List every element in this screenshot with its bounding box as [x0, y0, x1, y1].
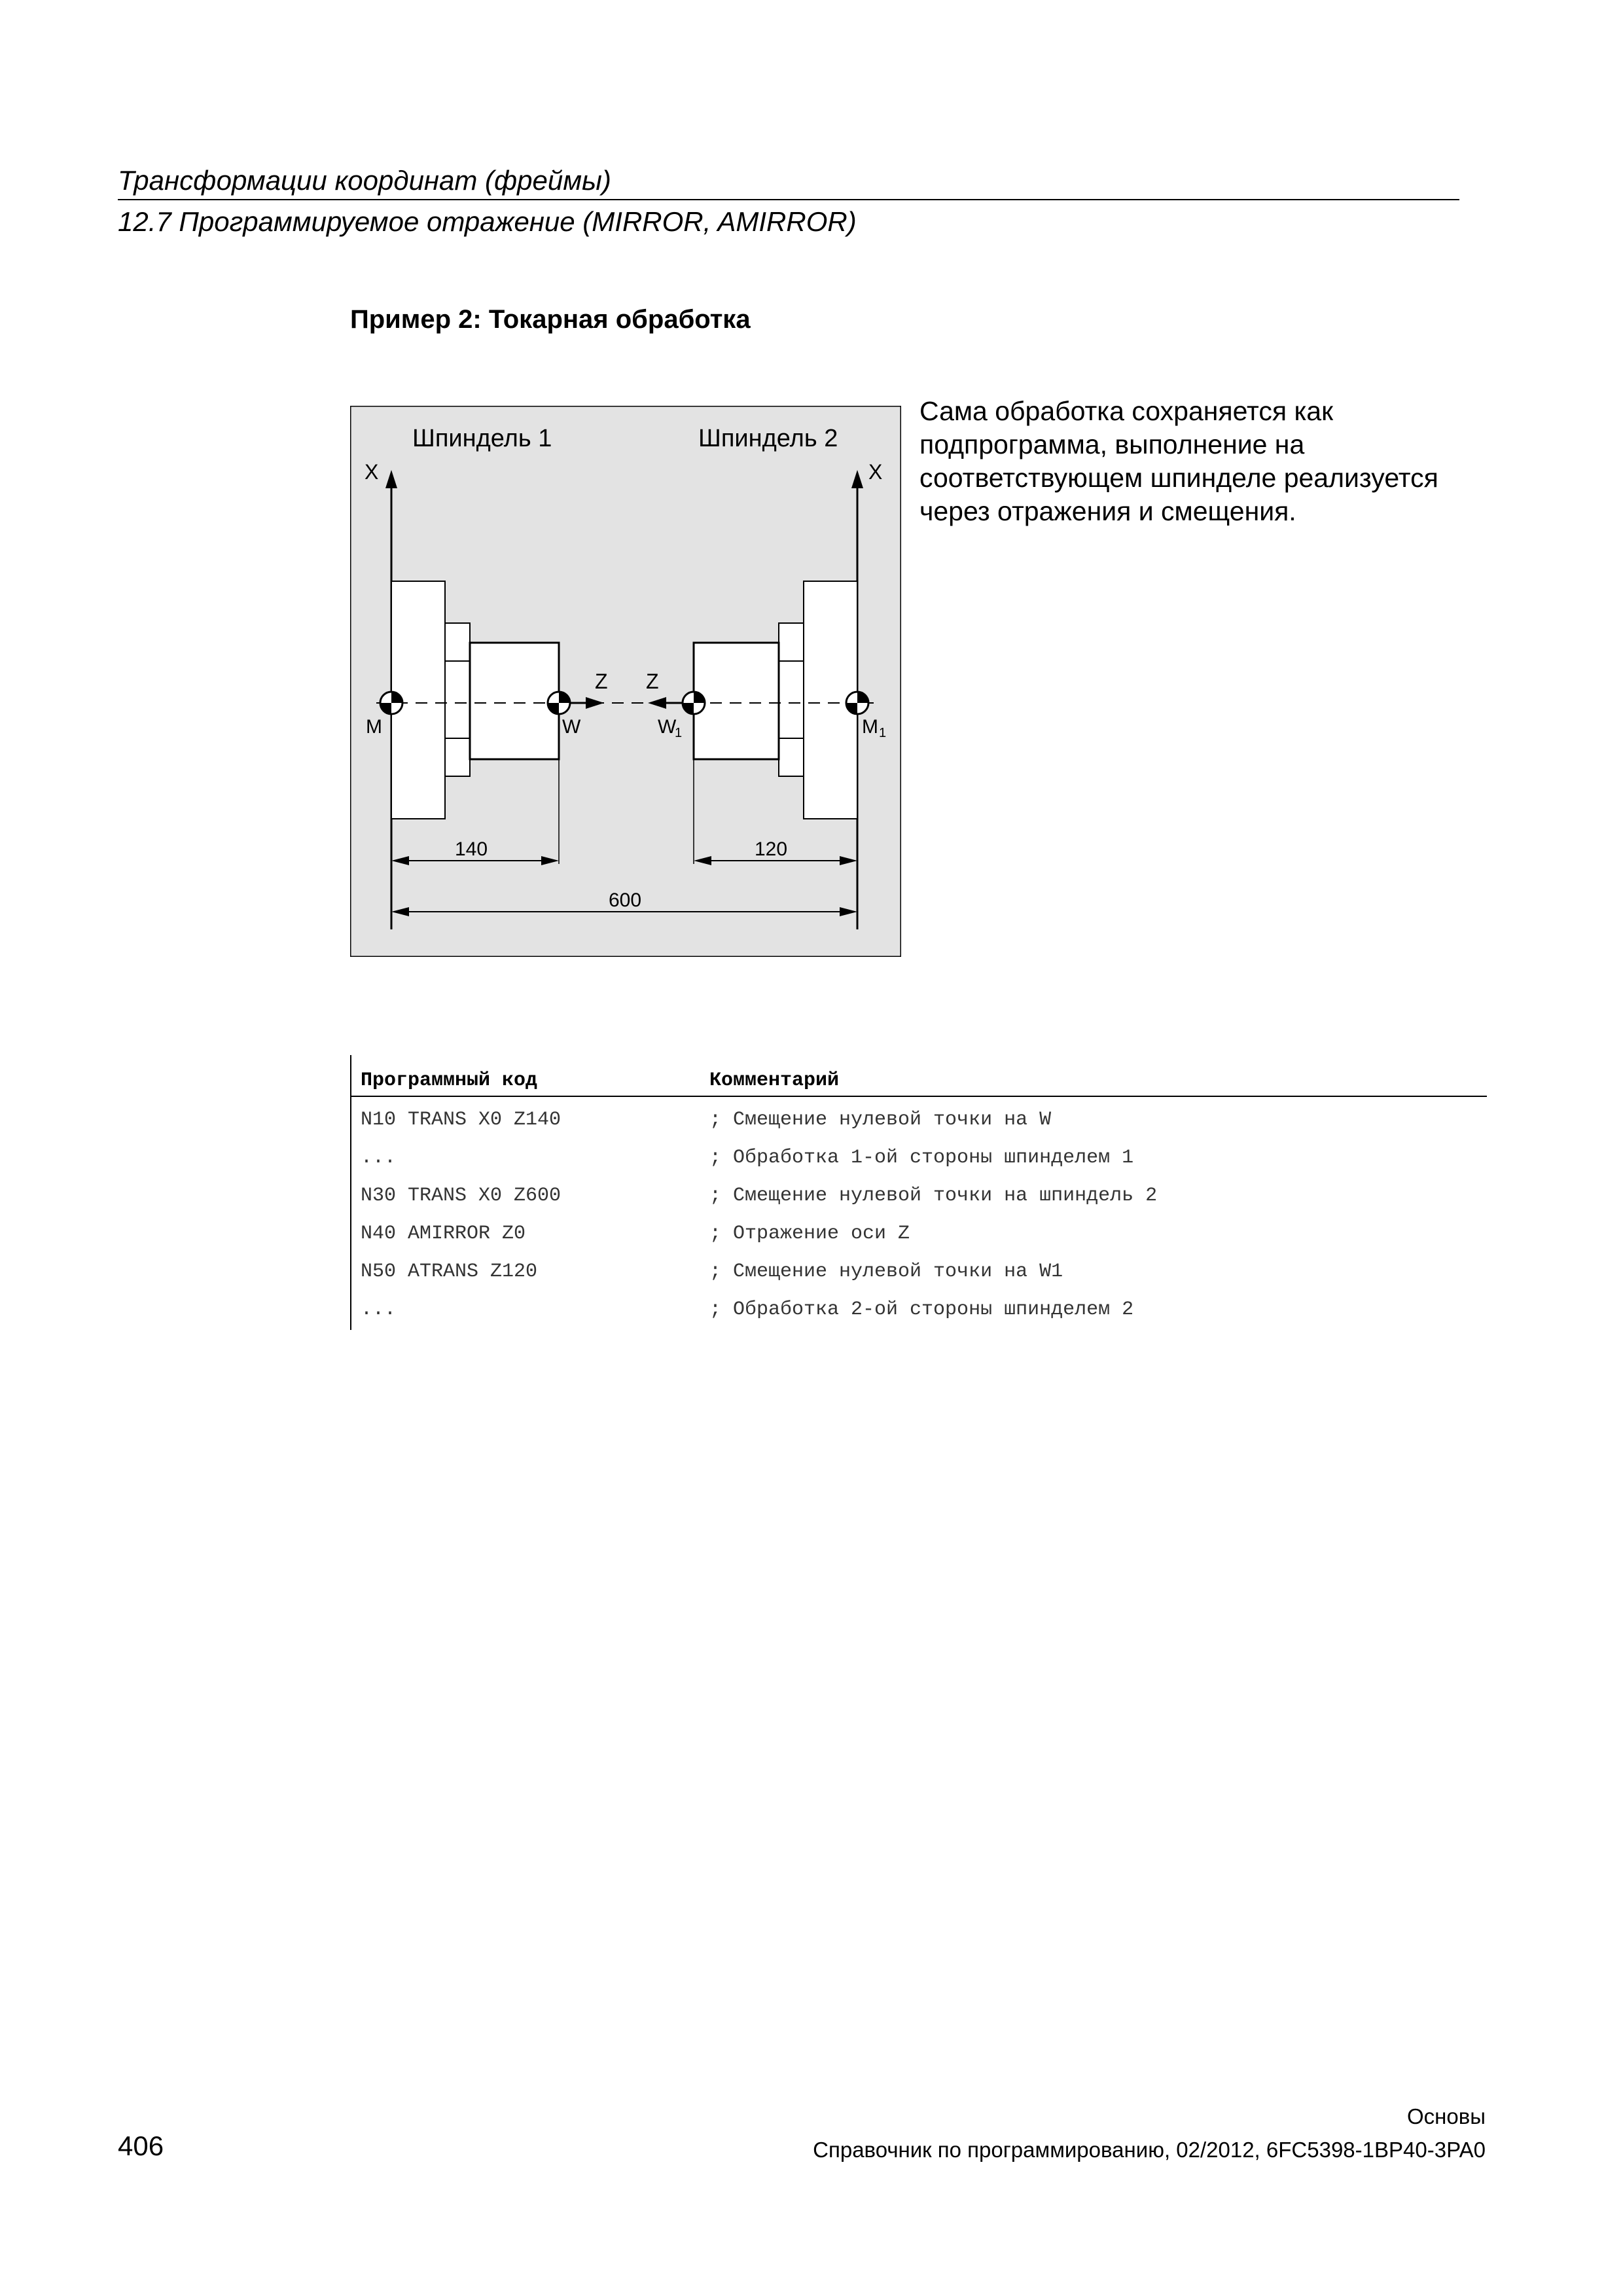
comment-cell: ; Отражение оси Z — [709, 1223, 910, 1245]
table-row — [351, 1109, 1487, 1147]
description-line: через отражения и смещения. — [919, 496, 1296, 526]
description-line: подпрограмма, выполнение на — [919, 429, 1305, 459]
jaw-left-top — [445, 623, 470, 661]
m-label: M — [366, 716, 382, 738]
w1-label: W — [658, 716, 677, 738]
w1-point-symbol — [683, 692, 705, 714]
footer-reference: Справочник по программированию, 02/2012, 6FC5398-1BP40-3PA0 — [813, 2138, 1486, 2162]
code-cell: ... — [361, 1299, 397, 1321]
page-number: 406 — [118, 2130, 164, 2161]
table-row — [351, 1299, 1487, 1336]
comment-cell: ; Смещение нулевой точки на шпиндель 2 — [709, 1185, 1158, 1207]
w-label: W — [562, 716, 581, 738]
description-line: Сама обработка сохраняется как — [919, 396, 1334, 426]
jaw-right-bottom — [779, 738, 804, 776]
table-row — [351, 1185, 1487, 1223]
header-program-code: Программный код — [361, 1069, 538, 1092]
example-title: Пример 2: Токарная обработка — [350, 305, 751, 334]
jaw-left-bottom — [445, 738, 470, 776]
turning-diagram — [350, 406, 901, 957]
header-rule — [118, 199, 1459, 200]
spindle2-label: Шпиндель 2 — [698, 425, 838, 452]
z-label-left: Z — [595, 670, 608, 693]
w1-subscript: 1 — [675, 726, 683, 740]
z-label-right: Z — [646, 670, 659, 693]
table-row — [351, 1147, 1487, 1185]
jaw-right-mid — [779, 661, 804, 738]
program-code-table — [350, 1055, 1487, 1330]
x-label-left: X — [365, 460, 379, 484]
jaw-left-mid — [445, 661, 470, 738]
table-row — [351, 1223, 1487, 1261]
description-line: соответствующем шпинделе реализуется — [919, 463, 1438, 493]
code-cell: N40 AMIRROR Z0 — [361, 1223, 526, 1245]
m1-subscript: 1 — [879, 726, 887, 740]
w-point-symbol — [548, 692, 570, 714]
comment-cell: ; Смещение нулевой точки на W1 — [709, 1261, 1063, 1283]
section-header: 12.7 Программируемое отражение (MIRROR, AMIRROR) — [118, 206, 857, 237]
m-point-symbol — [380, 692, 402, 714]
code-cell: ... — [361, 1147, 397, 1169]
table-row — [351, 1261, 1487, 1299]
code-cell: N10 TRANS X0 Z140 — [361, 1109, 562, 1131]
figure-description — [919, 395, 1469, 528]
header-comment: Комментарий — [709, 1069, 840, 1092]
m1-point-symbol — [846, 692, 868, 714]
footer-book: Основы — [1407, 2104, 1486, 2128]
dim-140-label: 140 — [455, 838, 488, 860]
comment-cell: ; Смещение нулевой точки на W — [709, 1109, 1052, 1131]
dim-120-label: 120 — [755, 838, 788, 860]
workpiece-left — [470, 643, 559, 759]
jaw-right-top — [779, 623, 804, 661]
spindle1-label: Шпиндель 1 — [412, 425, 552, 452]
m1-label: M — [862, 716, 878, 738]
workpiece-right — [694, 643, 779, 759]
table-header — [351, 1055, 1487, 1097]
x-label-right: X — [868, 460, 883, 484]
code-cell: N30 TRANS X0 Z600 — [361, 1185, 562, 1207]
dim-600-label: 600 — [609, 889, 642, 911]
comment-cell: ; Обработка 1-ой стороны шпинделем 1 — [709, 1147, 1134, 1169]
chapter-header: Трансформации координат (фреймы) — [118, 165, 611, 196]
comment-cell: ; Обработка 2-ой стороны шпинделем 2 — [709, 1299, 1134, 1321]
code-cell: N50 ATRANS Z120 — [361, 1261, 538, 1283]
